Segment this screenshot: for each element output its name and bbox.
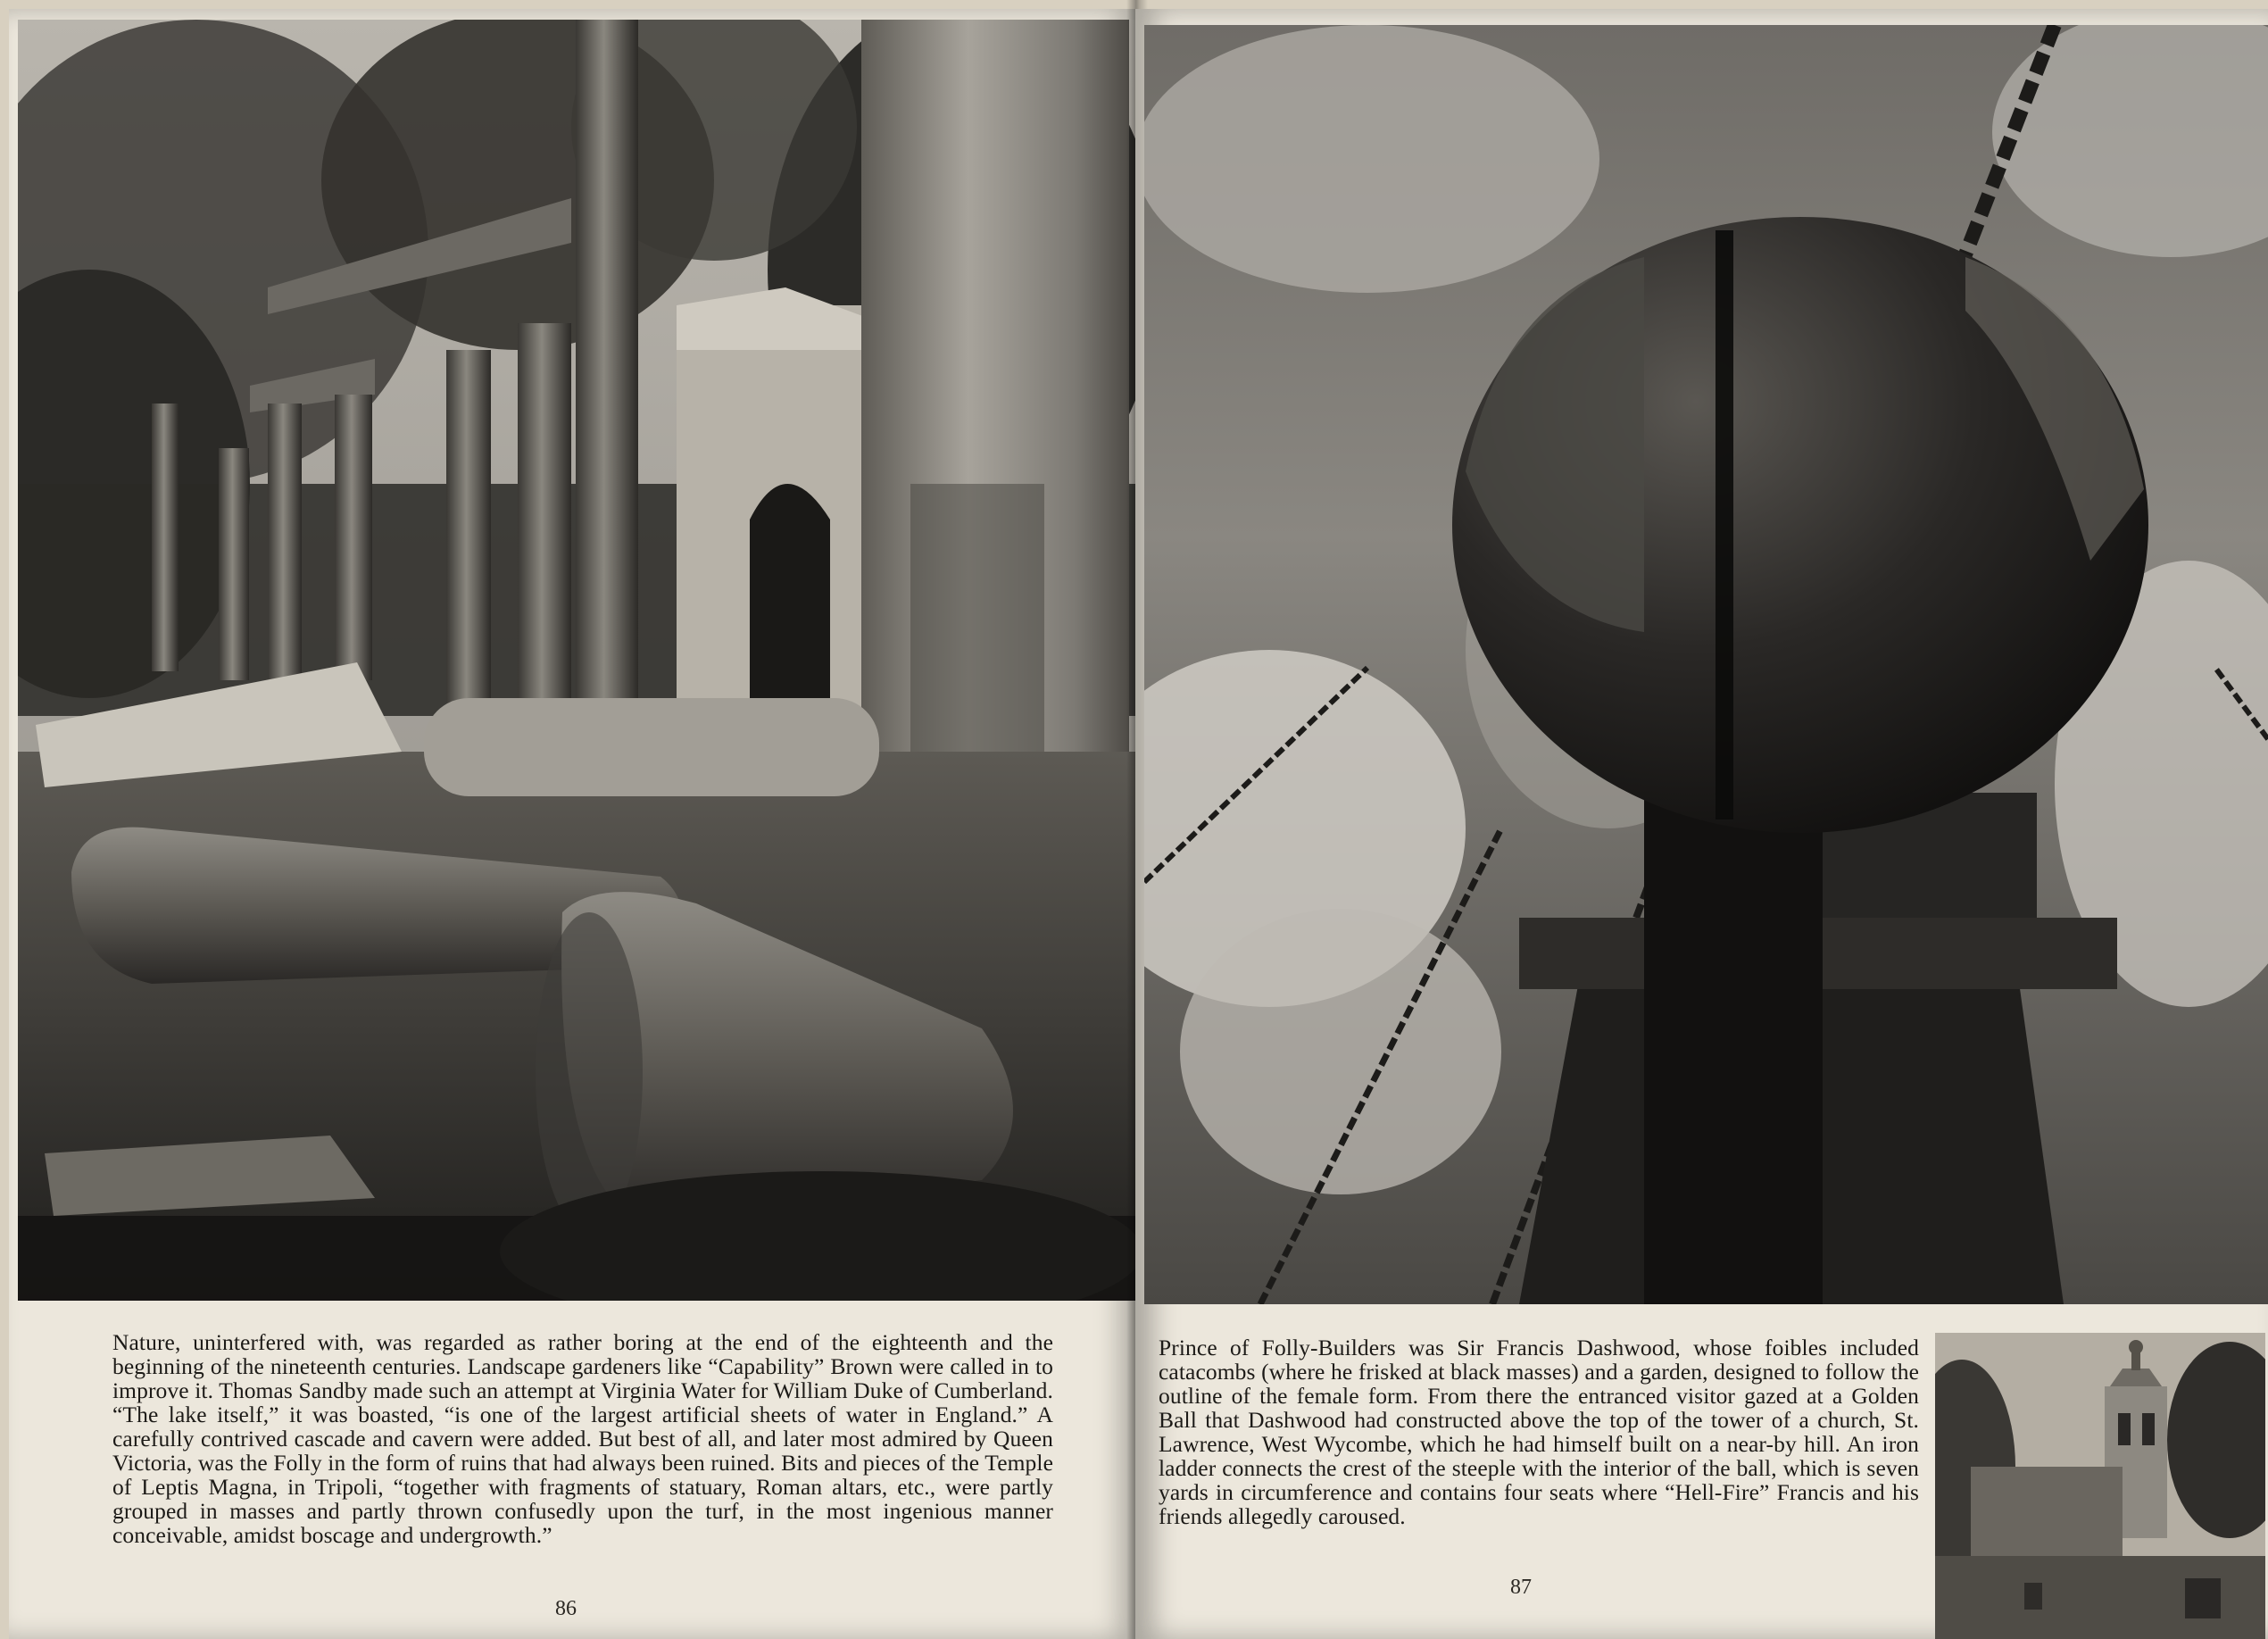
left-caption: Nature, uninterfered with, was regarded as rather boring at the end of the eighteenth and the beginning of the nineteenth centuries. Landscape gardeners like “Capability” Brown were called in to improve it. Thomas Sandby made such an attempt at Virginia Water for William Duke of Cumberland. “The lake itself,” it was boasted, “is one of the largest artificial sheets of water in England.” A carefully contrived cascade and cavern were added. But best of all, and later most admired by Queen Victoria, was the Folly in the form of ruins that had always been ruined. Bits and pieces of the Temple of Leptis Magna, in Tripoli, “together with fragments of statuary, Roman altars, etc., were partly grouped in masses and partly thrown confusedly upon the turf, in the most ingenious manner conceivable, amidst boscage and undergrowth.” xyxy=(112,1329,1053,1548)
right-page-number: 87 xyxy=(1510,1576,1532,1599)
left-page-number: 86 xyxy=(555,1597,577,1620)
right-caption: Prince of Folly-Builders was Sir Francis Dashwood, whose foibles included catacombs (where he frisked at black masses) and a garden, designed to follow the outline of the female form. From there the entranced visitor gazed at a Golden Ball that Dashwood had constructed above the top of the tower of a church, St. Lawrence, West Wycombe, which he had himself built on a near-by hill. An iron ladder connects the crest of the steeple with the interior of the ball, which is seven yards in circumference and contains four seats where “Hell-Fire” Francis and his friends allegedly caroused. xyxy=(1159,1335,1919,1529)
right-page xyxy=(1135,9,2268,1639)
church-tower-photo xyxy=(1935,1333,2265,1639)
left-page xyxy=(9,9,1135,1639)
ruins-photo xyxy=(18,20,1135,1301)
golden-ball-photo xyxy=(1144,25,2268,1304)
